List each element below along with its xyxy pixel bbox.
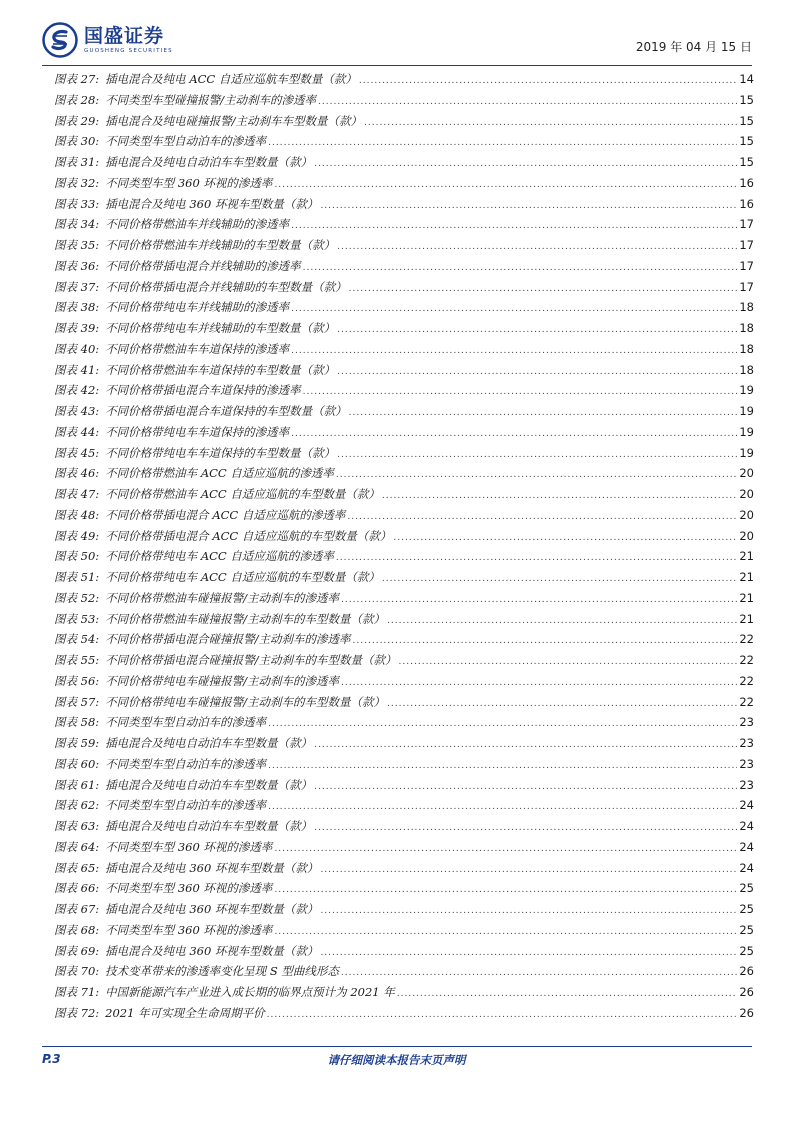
toc-entry-label: 图表 51: xyxy=(54,570,100,584)
toc-entry[interactable] xyxy=(54,152,754,173)
toc-leader-dots xyxy=(341,963,738,984)
toc-entry-title: 不同价格带插电混合车道保持的车型数量（款） xyxy=(105,404,347,418)
toc-entry[interactable] xyxy=(54,795,754,816)
toc-entry-page: 21 xyxy=(739,590,754,605)
toc-leader-dots xyxy=(268,797,737,818)
toc-entry-label: 图表 60: xyxy=(54,756,100,771)
toc-entry[interactable] xyxy=(54,256,754,277)
toc-entry[interactable] xyxy=(54,754,754,775)
toc-leader-dots xyxy=(336,465,737,486)
toc-entry[interactable] xyxy=(54,712,754,733)
toc-leader-dots xyxy=(347,507,737,528)
toc-entry[interactable] xyxy=(54,546,754,567)
toc-entry-label: 图表 49: xyxy=(54,528,100,543)
toc-entry-page: 22 xyxy=(739,632,754,647)
toc-entry-title: 插电混合及纯电自动泊车车型数量（款） xyxy=(105,155,313,169)
toc-entry-title: 不同价格带纯电车 ACC 自适应巡航的渗透率 xyxy=(105,549,334,564)
toc-leader-dots xyxy=(320,943,737,964)
toc-entry-page: 23 xyxy=(739,736,754,750)
toc-entry-label: 图表 32: xyxy=(54,175,100,190)
toc-entry-page: 20 xyxy=(739,487,754,501)
toc-entry-label: 图表 28: xyxy=(54,92,100,107)
toc-entry-label: 图表 56: xyxy=(54,673,100,688)
toc-entry-label: 图表 36: xyxy=(54,258,100,273)
toc-entry-page: 24 xyxy=(739,798,754,813)
toc-entry-title: 插电混合及纯电 360 环视车型数量（款） xyxy=(105,943,319,958)
toc-entry[interactable] xyxy=(54,194,754,215)
toc-entry[interactable] xyxy=(54,982,754,1003)
toc-entry[interactable] xyxy=(54,961,754,982)
toc-leader-dots xyxy=(314,818,737,839)
toc-entry-title: 不同价格带纯电车并线辅助的车型数量（款） xyxy=(105,321,336,335)
toc-entry-page: 16 xyxy=(739,175,754,190)
page-number: P.3 xyxy=(42,1052,61,1066)
toc-entry-label: 图表 54: xyxy=(54,632,100,647)
toc-entry-title: 不同价格带燃油车碰撞报警/主动刹车的渗透率 xyxy=(105,590,340,605)
toc-entry[interactable] xyxy=(54,837,754,858)
toc-entry[interactable] xyxy=(54,422,754,443)
toc-entry-title: 不同价格带纯电车并线辅助的渗透率 xyxy=(105,300,290,315)
toc-entry-label: 图表 37: xyxy=(54,279,100,294)
toc-entry[interactable] xyxy=(54,401,754,422)
toc-entry[interactable] xyxy=(54,484,754,505)
toc-entry-page: 21 xyxy=(739,570,754,584)
toc-leader-dots xyxy=(314,777,737,798)
header-divider xyxy=(42,65,752,66)
toc-entry-label: 图表 48: xyxy=(54,507,100,522)
toc-entry-page: 15 xyxy=(739,134,754,149)
toc-entry-page: 23 xyxy=(739,715,754,730)
toc-entry-title: 不同价格带燃油车车道保持的车型数量（款） xyxy=(105,362,336,377)
toc-entry-label: 图表 40: xyxy=(54,341,100,356)
toc-entry[interactable] xyxy=(54,339,754,360)
page-header xyxy=(42,22,752,64)
toc-entry[interactable] xyxy=(54,609,754,630)
toc-entry-title: 不同价格带燃油车碰撞报警/主动刹车的车型数量（款） xyxy=(105,611,386,626)
toc-leader-dots xyxy=(349,403,738,424)
toc-entry[interactable] xyxy=(54,816,754,837)
toc-entry[interactable] xyxy=(54,526,754,547)
toc-leader-dots xyxy=(291,299,737,320)
toc-leader-dots xyxy=(359,71,737,92)
toc-entry[interactable] xyxy=(54,277,754,298)
toc-entry-title: 插电混合及纯电碰撞报警/主动刹车车型数量（款） xyxy=(105,113,363,128)
toc-entry-page: 22 xyxy=(739,673,754,688)
toc-entry[interactable] xyxy=(54,90,754,111)
toc-entry[interactable] xyxy=(54,671,754,692)
toc-leader-dots xyxy=(337,320,737,341)
toc-entry-label: 图表 46: xyxy=(54,466,100,481)
toc-entry-label: 图表 30: xyxy=(54,134,100,149)
toc-leader-dots xyxy=(337,445,737,466)
toc-entry-page: 19 xyxy=(739,404,754,418)
toc-entry-title: 不同价格带燃油车 ACC 自适应巡航的车型数量（款） xyxy=(105,487,380,501)
toc-entry-page: 17 xyxy=(739,279,754,294)
toc-entry-title: 不同价格带插电混合碰撞报警/主动刹车的渗透率 xyxy=(105,632,351,647)
toc-entry-label: 图表 44: xyxy=(54,424,100,439)
toc-entry-page: 26 xyxy=(739,1005,754,1020)
toc-entry-title: 插电混合及纯电自动泊车车型数量（款） xyxy=(105,777,313,792)
toc-leader-dots xyxy=(399,652,738,673)
toc-leader-dots xyxy=(337,237,737,258)
toc-entry[interactable] xyxy=(54,214,754,235)
report-date: 2019 年 04 月 15 日 xyxy=(635,40,752,54)
toc-entry-page: 15 xyxy=(739,113,754,128)
toc-entry-title: 不同价格带纯电车车道保持的渗透率 xyxy=(105,424,290,439)
toc-entry-title: 不同类型车型自动泊车的渗透率 xyxy=(105,798,267,813)
toc-entry[interactable] xyxy=(54,567,754,588)
toc-leader-dots xyxy=(320,196,737,217)
toc-entry-label: 图表 65: xyxy=(54,860,100,875)
toc-entry-page: 26 xyxy=(739,964,754,979)
toc-leader-dots xyxy=(267,1005,738,1026)
toc-entry[interactable] xyxy=(54,858,754,879)
toc-entry-page: 19 xyxy=(739,383,754,398)
toc-leader-dots xyxy=(336,548,737,569)
footer-divider xyxy=(42,1046,752,1047)
toc-leader-dots xyxy=(387,611,737,632)
toc-entry-label: 图表 66: xyxy=(54,881,100,896)
toc-entry-page: 25 xyxy=(739,943,754,958)
toc-entry-label: 图表 57: xyxy=(54,694,100,709)
toc-entry-title: 不同价格带纯电车车道保持的车型数量（款） xyxy=(105,445,336,460)
toc-entry-label: 图表 42: xyxy=(54,383,100,398)
toc-entry-page: 15 xyxy=(739,92,754,107)
toc-entry-page: 14 xyxy=(739,72,754,86)
toc-entry-page: 25 xyxy=(739,881,754,896)
toc-leader-dots xyxy=(268,714,737,735)
toc-entry-title: 插电混合及纯电自动泊车车型数量（款） xyxy=(105,736,313,750)
toc-entry-title: 技术变革带来的渗透率变化呈现 S 型曲线形态 xyxy=(105,964,339,979)
toc-entry-page: 20 xyxy=(739,507,754,522)
toc-leader-dots xyxy=(364,113,737,134)
toc-leader-dots xyxy=(274,922,737,943)
toc-entry-page: 19 xyxy=(739,424,754,439)
toc-leader-dots xyxy=(397,984,738,1005)
toc-entry-label: 图表 31: xyxy=(54,155,100,169)
toc-entry-label: 图表 63: xyxy=(54,819,100,833)
toc-leader-dots xyxy=(274,839,737,860)
toc-entry-title: 不同价格带插电混合 ACC 自适应巡航的渗透率 xyxy=(105,507,346,522)
toc-leader-dots xyxy=(349,279,738,300)
toc-leader-dots xyxy=(303,382,738,403)
toc-entry-page: 18 xyxy=(739,341,754,356)
toc-leader-dots xyxy=(268,133,737,154)
toc-entry-title: 不同价格带燃油车 ACC 自适应巡航的渗透率 xyxy=(105,466,334,481)
toc-entry-page: 18 xyxy=(739,362,754,377)
toc-leader-dots xyxy=(274,175,737,196)
logo-english-name: GUOSHENG SECURITIES xyxy=(84,48,173,54)
toc-entry[interactable] xyxy=(54,131,754,152)
toc-entry-title: 插电混合及纯电自动泊车车型数量（款） xyxy=(105,819,313,833)
toc-leader-dots xyxy=(393,528,737,549)
toc-entry-label: 图表 64: xyxy=(54,839,100,854)
toc-entry[interactable] xyxy=(54,878,754,899)
toc-leader-dots xyxy=(274,880,737,901)
toc-entry[interactable] xyxy=(54,380,754,401)
toc-leader-dots xyxy=(341,590,737,611)
toc-entry-page: 20 xyxy=(739,528,754,543)
toc-entry-title: 不同类型车型 360 环视的渗透率 xyxy=(105,175,273,190)
toc-leader-dots xyxy=(353,631,738,652)
toc-entry-page: 21 xyxy=(739,549,754,564)
toc-entry-title: 不同类型车型 360 环视的渗透率 xyxy=(105,839,273,854)
toc-entry-title: 不同类型车型自动泊车的渗透率 xyxy=(105,134,267,149)
toc-entry-page: 25 xyxy=(739,922,754,937)
toc-entry-title: 插电混合及纯电 360 环视车型数量（款） xyxy=(105,860,319,875)
toc-entry-title: 不同类型车型 360 环视的渗透率 xyxy=(105,881,273,896)
toc-entry[interactable] xyxy=(54,629,754,650)
toc-entry-title: 中国新能源汽车产业进入成长期的临界点预计为 2021 年 xyxy=(105,985,395,999)
toc-entry-title: 不同价格带纯电车 ACC 自适应巡航的车型数量（款） xyxy=(105,570,380,584)
toc-entry-label: 图表 29: xyxy=(54,113,100,128)
toc-entry[interactable] xyxy=(54,899,754,920)
toc-entry[interactable] xyxy=(54,443,754,464)
toc-entry[interactable] xyxy=(54,650,754,671)
toc-entry-title: 插电混合及纯电 360 环视车型数量（款） xyxy=(105,196,319,211)
toc-entry-title: 不同价格带插电混合 ACC 自适应巡航的车型数量（款） xyxy=(105,528,392,543)
toc-entry[interactable] xyxy=(54,920,754,941)
toc-entry-label: 图表 58: xyxy=(54,715,100,730)
toc-leader-dots xyxy=(387,694,737,715)
toc-entry-title: 不同价格带插电混合车道保持的渗透率 xyxy=(105,383,301,398)
toc-entry-label: 图表 72: xyxy=(54,1005,100,1020)
toc-leader-dots xyxy=(314,154,737,175)
toc-entry[interactable] xyxy=(54,1003,754,1024)
toc-leader-dots xyxy=(291,216,737,237)
toc-entry[interactable] xyxy=(54,235,754,256)
toc-entry-label: 图表 41: xyxy=(54,362,100,377)
toc-entry-label: 图表 52: xyxy=(54,590,100,605)
toc-entry-page: 19 xyxy=(739,445,754,460)
toc-entry-label: 图表 35: xyxy=(54,238,100,252)
toc-entry-label: 图表 43: xyxy=(54,404,100,418)
toc-entry-title: 不同价格带插电混合碰撞报警/主动刹车的车型数量（款） xyxy=(105,653,397,667)
guosheng-logo-icon xyxy=(42,22,78,58)
toc-entry[interactable] xyxy=(54,463,754,484)
toc-leader-dots xyxy=(303,258,738,279)
toc-entry-page: 24 xyxy=(739,819,754,833)
toc-entry-title: 不同类型车型 360 环视的渗透率 xyxy=(105,922,273,937)
logo-chinese-name: 国盛证券 xyxy=(84,25,165,47)
toc-entry-page: 23 xyxy=(739,756,754,771)
toc-entry-label: 图表 34: xyxy=(54,217,100,232)
toc-entry-title: 不同价格带纯电车碰撞报警/主动刹车的车型数量（款） xyxy=(105,694,386,709)
toc-entry-label: 图表 27: xyxy=(54,72,100,86)
toc-entry[interactable] xyxy=(54,69,754,90)
toc-entry-label: 图表 47: xyxy=(54,487,100,501)
toc-entry-page: 22 xyxy=(739,694,754,709)
toc-entry-label: 图表 71: xyxy=(54,985,100,999)
toc-entry-label: 图表 38: xyxy=(54,300,100,315)
toc-entry-title: 2021 年可实现全生命周期平价 xyxy=(105,1005,265,1020)
toc-entry-page: 21 xyxy=(739,611,754,626)
toc-entry-page: 26 xyxy=(739,985,754,999)
toc-entry[interactable] xyxy=(54,360,754,381)
toc-entry-page: 18 xyxy=(739,321,754,335)
toc-entry-label: 图表 59: xyxy=(54,736,100,750)
toc-entry-title: 插电混合及纯电 ACC 自适应巡航车型数量（款） xyxy=(105,72,357,86)
toc-entry-page: 17 xyxy=(739,238,754,252)
toc-entry-page: 24 xyxy=(739,860,754,875)
toc-entry-title: 不同价格带燃油车并线辅助的车型数量（款） xyxy=(105,238,336,252)
toc-entry-title: 不同价格带插电混合并线辅助的车型数量（款） xyxy=(105,279,347,294)
toc-entry[interactable] xyxy=(54,297,754,318)
toc-entry-label: 图表 53: xyxy=(54,611,100,626)
disclaimer-note: 请仔细阅读本报告末页声明 xyxy=(327,1053,466,1067)
toc-entry-title: 不同价格带纯电车碰撞报警/主动刹车的渗透率 xyxy=(105,673,340,688)
toc-entry-title: 不同类型车型碰撞报警/主动刹车的渗透率 xyxy=(105,92,317,107)
toc-leader-dots xyxy=(341,673,737,694)
toc-entry-label: 图表 61: xyxy=(54,777,100,792)
toc-entry-label: 图表 50: xyxy=(54,549,100,564)
toc-entry-page: 15 xyxy=(739,155,754,169)
toc-entry-label: 图表 39: xyxy=(54,321,100,335)
toc-entry-label: 图表 70: xyxy=(54,964,100,979)
toc-entry[interactable] xyxy=(54,733,754,754)
toc-entry-page: 23 xyxy=(739,777,754,792)
toc-leader-dots xyxy=(382,486,737,507)
toc-leader-dots xyxy=(337,362,737,383)
toc-entry-page: 22 xyxy=(739,653,754,667)
toc-entry[interactable] xyxy=(54,111,754,132)
toc-entry-page: 18 xyxy=(739,300,754,315)
toc-leader-dots xyxy=(268,756,737,777)
toc-leader-dots xyxy=(320,901,737,922)
toc-entry[interactable] xyxy=(54,173,754,194)
toc-entry-title: 不同价格带燃油车并线辅助的渗透率 xyxy=(105,217,290,232)
toc-entry-title: 不同类型车型自动泊车的渗透率 xyxy=(105,756,267,771)
toc-entry-page: 16 xyxy=(739,196,754,211)
figure-index-list xyxy=(54,69,754,1024)
toc-entry-title: 插电混合及纯电 360 环视车型数量（款） xyxy=(105,902,319,916)
toc-leader-dots xyxy=(291,424,737,445)
toc-entry-page: 20 xyxy=(739,466,754,481)
company-logo xyxy=(42,22,173,58)
toc-entry-label: 图表 33: xyxy=(54,196,100,211)
toc-entry-label: 图表 55: xyxy=(54,653,100,667)
toc-leader-dots xyxy=(318,92,737,113)
toc-entry-page: 25 xyxy=(739,902,754,916)
toc-leader-dots xyxy=(291,341,737,362)
toc-entry-title: 不同价格带燃油车车道保持的渗透率 xyxy=(105,341,290,356)
toc-entry[interactable] xyxy=(54,941,754,962)
toc-entry-page: 17 xyxy=(739,258,754,273)
toc-entry-page: 24 xyxy=(739,839,754,854)
toc-leader-dots xyxy=(382,569,737,590)
toc-entry-label: 图表 67: xyxy=(54,902,100,916)
toc-entry-label: 图表 45: xyxy=(54,445,100,460)
toc-leader-dots xyxy=(314,735,737,756)
toc-entry[interactable] xyxy=(54,318,754,339)
toc-entry-label: 图表 62: xyxy=(54,798,100,813)
toc-leader-dots xyxy=(320,860,737,881)
toc-entry[interactable] xyxy=(54,588,754,609)
toc-entry-label: 图表 68: xyxy=(54,922,100,937)
toc-entry[interactable] xyxy=(54,692,754,713)
toc-entry-title: 不同类型车型自动泊车的渗透率 xyxy=(105,715,267,730)
toc-entry-label: 图表 69: xyxy=(54,943,100,958)
toc-entry[interactable] xyxy=(54,775,754,796)
toc-entry-page: 17 xyxy=(739,217,754,232)
toc-entry-title: 不同价格带插电混合并线辅助的渗透率 xyxy=(105,258,301,273)
toc-entry[interactable] xyxy=(54,505,754,526)
